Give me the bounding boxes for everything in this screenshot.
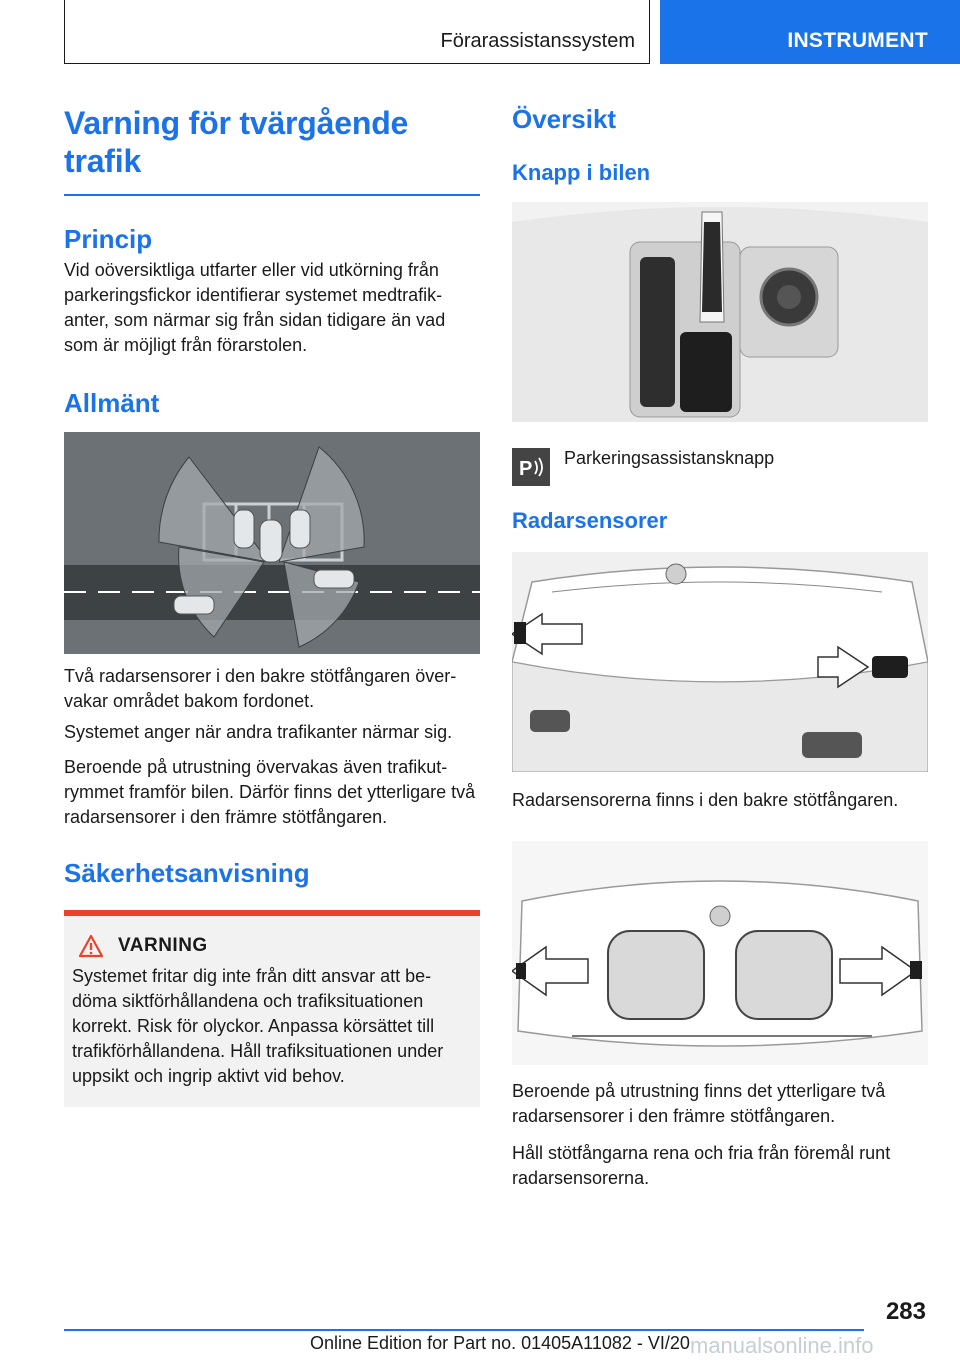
park-assist-button-row [512, 440, 928, 486]
left-column [64, 104, 480, 1107]
front-bumper-image [512, 841, 928, 1065]
principle-text: Vid oöversiktliga utfarter eller vid utkörning från parkeringsfickor identifierar systemet medtrafikanter, som närmar sig från sidan tidigare än vad som är möjligt från förarstolen. [64, 260, 446, 355]
section-title: Förarassistanssystem [440, 30, 635, 52]
principle-heading: Princip [64, 224, 153, 254]
header-chapter-tab [660, 0, 960, 64]
warning-text: Systemet fritar dig inte från ditt ansvar att bedöma siktförhållandena och trafiksituationen korrekt. Risk för olyckor. Anpassa körsättet till trafikförhållandena. Håll trafiksituationen under uppsikt och ingrip aktivt vid behov. [72, 966, 444, 1086]
header-section-box [64, 0, 650, 64]
title-divider [64, 194, 480, 196]
clean-note: Håll stötfångarna rena och fria från föremål runt radarsensorerna. [512, 1143, 891, 1188]
svg-text:P: P [519, 458, 533, 480]
front-caption: Beroende på utrustning finns det ytterligare två radarsensorer i den främre stötfångaren. [512, 1081, 886, 1126]
general-paragraph-3: Beroende på utrustning övervakas även trafikutrymmet framför bilen. Därför finns det ytterligare två radarsensorer i den främre stötfångaren. [64, 757, 476, 827]
center-console-image [512, 202, 928, 422]
warning-triangle-icon [78, 934, 104, 958]
rear-bumper-image [512, 552, 928, 772]
general-heading: Allmänt [64, 388, 160, 418]
general-paragraph-1: Två radarsensorer i den bakre stötfångaren övervakar området bakom fordonet. [64, 666, 457, 711]
safety-heading: Säkerhetsanvisning [64, 858, 310, 888]
footer-divider [64, 1329, 864, 1331]
right-column [512, 104, 928, 1191]
overview-heading: Översikt [512, 104, 617, 134]
page-title: Varning för tvärgående trafik [64, 105, 409, 179]
chapter-title: INSTRUMENT [787, 29, 928, 52]
page-number: 283 [885, 1298, 926, 1325]
button-heading: Knapp i bilen [512, 160, 651, 185]
park-assist-button-label: Parkeringsassistansknapp [564, 448, 775, 468]
rear-caption: Radarsensorerna finns i den bakre stötfångaren. [512, 790, 899, 810]
radar-heading: Radarsensorer [512, 508, 668, 533]
traffic-diagram-image [64, 432, 480, 654]
warning-box [64, 910, 480, 1107]
park-assist-button-icon [512, 448, 550, 486]
watermark: manualsonline.info [690, 1333, 874, 1358]
general-paragraph-2: Systemet anger när andra trafikanter närmar sig. [64, 722, 453, 742]
warning-label: VARNING [118, 935, 208, 956]
footer-edition: Online Edition for Part no. 01405A11082 - VI/20 [310, 1333, 690, 1353]
